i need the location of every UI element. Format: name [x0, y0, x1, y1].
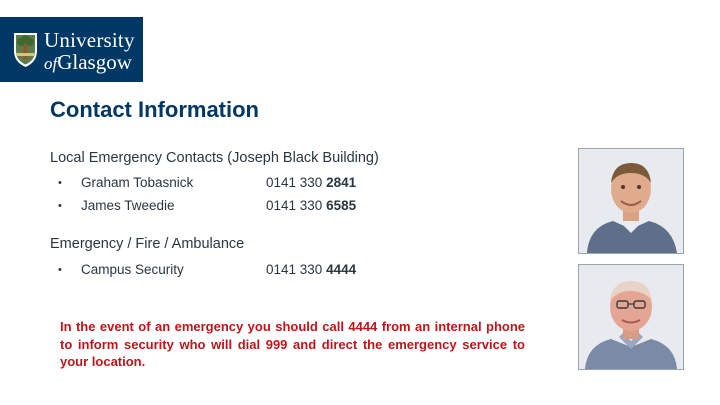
local-contacts-heading: Local Emergency Contacts (Joseph Black Building) — [50, 150, 379, 166]
phone-prefix: 0141 330 — [266, 198, 327, 213]
contact-phone — [266, 174, 356, 192]
bullet-icon: • — [58, 200, 62, 212]
contact-row — [0, 261, 560, 279]
contact-photo-graham — [578, 148, 684, 254]
contact-photo-james — [578, 264, 684, 370]
emergency-notice: In the event of an emergency you should call 4444 from an internal phone to inform security who will dial 999 and direct the emergency service to your location. — [60, 319, 525, 369]
university-logo — [0, 17, 143, 82]
contact-row — [0, 174, 560, 192]
logo-word-of: of — [44, 54, 58, 73]
portrait-image — [579, 265, 683, 369]
logo-word-glasgow: Glasgow — [57, 50, 132, 74]
emergency-heading: Emergency / Fire / Ambulance — [50, 236, 245, 252]
phone-extension: 2841 — [326, 175, 357, 190]
bullet-icon: • — [58, 264, 62, 276]
page-title: Contact Information — [50, 97, 259, 122]
phone-prefix: 0141 330 — [266, 262, 327, 277]
contact-name: James Tweedie — [81, 198, 175, 213]
phone-extension: 6585 — [326, 198, 357, 213]
phone-prefix: 0141 330 — [266, 175, 327, 190]
contact-name: Graham Tobasnick — [81, 175, 194, 190]
logo-line-university: University — [44, 28, 135, 52]
portrait-image — [579, 149, 683, 253]
logo-line-of-glasgow — [44, 50, 132, 75]
university-crest-icon — [12, 31, 39, 68]
contact-name: Campus Security — [81, 262, 184, 277]
contact-row — [0, 197, 560, 215]
phone-extension: 4444 — [326, 262, 357, 277]
contact-phone — [266, 197, 356, 215]
contact-phone — [266, 261, 356, 279]
bullet-icon: • — [58, 177, 62, 189]
